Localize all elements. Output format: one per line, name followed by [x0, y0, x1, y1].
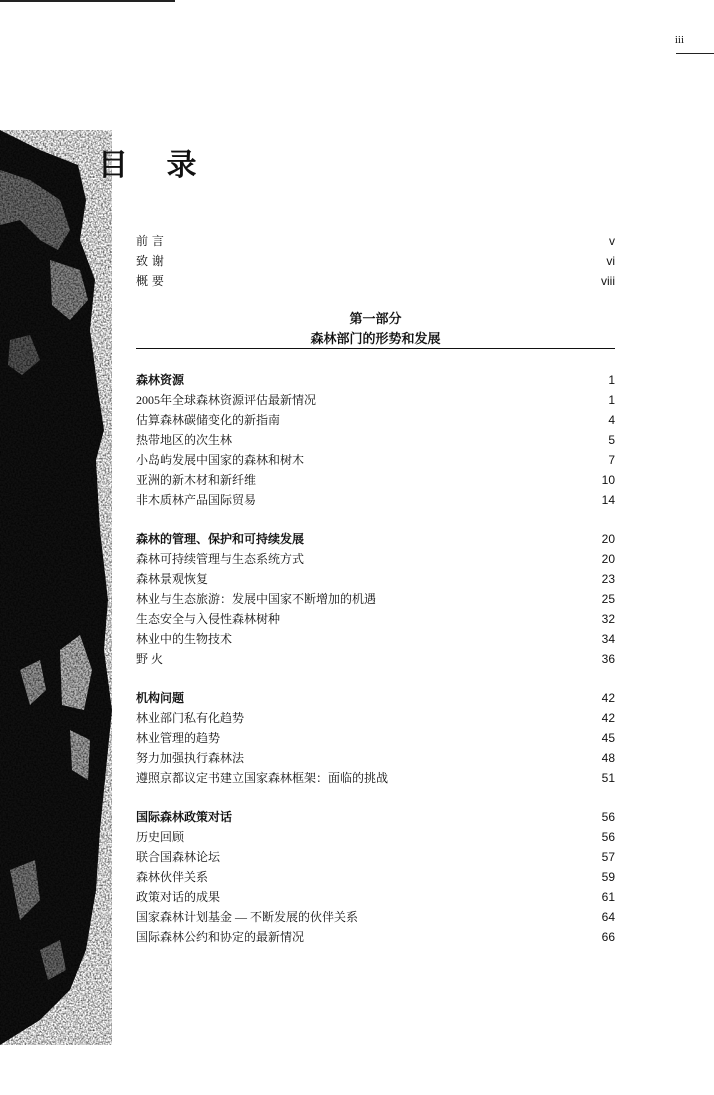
- toc-section-label: 森林的管理、保护和可持续发展: [136, 532, 305, 546]
- toc-entry-page: 25: [601, 592, 615, 606]
- toc-entry-page: 7: [608, 453, 615, 467]
- toc-entry-page: 64: [601, 910, 615, 924]
- toc-section-heading[interactable]: [136, 689, 615, 709]
- page-number: iii: [674, 34, 684, 46]
- toc-front-matter-row[interactable]: [136, 272, 615, 292]
- toc-entry-page: 51: [601, 771, 615, 785]
- toc-section-page: 20: [601, 532, 615, 546]
- toc-entry-label: 热带地区的次生林: [136, 433, 233, 447]
- toc-section-page: 1: [608, 373, 615, 387]
- toc-entry[interactable]: [136, 491, 615, 511]
- toc-entry-page: 45: [601, 731, 615, 745]
- toc-entry-page: 36: [601, 652, 615, 666]
- toc-entry[interactable]: [136, 769, 615, 789]
- toc-entry[interactable]: [136, 570, 615, 590]
- toc-entry-label: 国际森林公约和协定的最新情况: [136, 930, 305, 944]
- toc-entry[interactable]: [136, 848, 615, 868]
- toc-entry-label: 森林可持续管理与生态系统方式: [136, 552, 305, 566]
- toc-entry-page: 61: [601, 890, 615, 904]
- toc-entry-label: 概 要: [136, 274, 164, 288]
- toc-entry-page: 4: [608, 413, 615, 427]
- toc-section-heading[interactable]: [136, 371, 615, 391]
- toc-entry[interactable]: [136, 868, 615, 888]
- toc-entry-label: 林业管理的趋势: [136, 731, 221, 745]
- toc-entry-label: 非木质林产品国际贸易: [136, 493, 257, 507]
- toc-entry-label: 生态安全与入侵性森林树种: [136, 612, 281, 626]
- part-title: 森林部门的形势和发展: [310, 332, 441, 347]
- toc-entry[interactable]: [136, 471, 615, 491]
- toc-entry[interactable]: [136, 928, 615, 948]
- part-label: 第一部分: [349, 312, 402, 327]
- toc-section-heading[interactable]: [136, 808, 615, 828]
- toc-entry[interactable]: [136, 411, 615, 431]
- toc-entry-label: 森林景观恢复: [136, 572, 209, 586]
- toc-entry-page: 66: [601, 930, 615, 944]
- top-rule: [0, 0, 175, 2]
- toc-entry-page: 23: [601, 572, 615, 586]
- toc-entry-label: 小岛屿发展中国家的森林和树木: [136, 453, 305, 467]
- toc-entry-label: 森林伙伴关系: [136, 870, 209, 884]
- toc-entry[interactable]: [136, 630, 615, 650]
- toc-entry-label: 政策对话的成果: [136, 890, 221, 904]
- toc-front-matter-row[interactable]: [136, 252, 615, 272]
- toc-section-page: 56: [601, 810, 615, 824]
- toc-section-label: 森林资源: [136, 373, 185, 387]
- toc-entry-label: 估算森林碳储变化的新指南: [136, 413, 281, 427]
- toc-entry[interactable]: [136, 451, 615, 471]
- toc-entry-page: 14: [601, 493, 615, 507]
- toc-entry-page: 59: [601, 870, 615, 884]
- toc-entry[interactable]: [136, 590, 615, 610]
- toc-title: 目 录: [98, 148, 211, 183]
- toc-entry-label: 林业部门私有化趋势: [136, 711, 245, 725]
- toc-entry-page: 57: [601, 850, 615, 864]
- toc-entry-label: 野 火: [136, 652, 164, 666]
- part-divider: [136, 348, 615, 349]
- toc-entry[interactable]: [136, 908, 615, 928]
- toc-section-page: 42: [601, 691, 615, 705]
- toc-entry-page: 10: [601, 473, 615, 487]
- toc-section-heading[interactable]: [136, 530, 615, 550]
- toc-section-label: 机构问题: [136, 691, 185, 705]
- toc-entry-page: v: [609, 234, 615, 248]
- toc-entry-label: 历史回顾: [136, 830, 185, 844]
- toc-front-matter-row[interactable]: [136, 232, 615, 252]
- forest-photo-image: [0, 130, 112, 1045]
- toc-entry-page: 20: [601, 552, 615, 566]
- toc-entry[interactable]: [136, 749, 615, 769]
- toc-section-label: 国际森林政策对话: [136, 810, 233, 824]
- toc-entry-label: 亚洲的新木材和新纤维: [136, 473, 257, 487]
- toc-entry[interactable]: [136, 729, 615, 749]
- toc-entry[interactable]: [136, 828, 615, 848]
- toc-entry-label: 致 谢: [136, 254, 164, 268]
- toc-entry[interactable]: [136, 888, 615, 908]
- toc-entry-page: viii: [601, 274, 615, 288]
- toc-entry[interactable]: [136, 391, 615, 411]
- toc-entry-label: 林业中的生物技术: [136, 632, 233, 646]
- toc-entry-label: 前 言: [136, 234, 164, 248]
- toc-entry-page: 42: [601, 711, 615, 725]
- page-number-rule: [676, 53, 714, 54]
- toc-entry-label: 林业与生态旅游：发展中国家不断增加的机遇: [136, 592, 377, 606]
- toc-entry-label: 2005年全球森林资源评估最新情况: [136, 393, 317, 407]
- toc-entry[interactable]: [136, 650, 615, 670]
- toc-entry-label: 国家森林计划基金 — 不断发展的伙伴关系: [136, 910, 359, 924]
- toc-entry-page: 5: [608, 433, 615, 447]
- toc-entry-page: 1: [608, 393, 615, 407]
- toc-entry-page: 34: [601, 632, 615, 646]
- toc-entry-page: 48: [601, 751, 615, 765]
- toc-entry-label: 努力加强执行森林法: [136, 751, 245, 765]
- toc-entry[interactable]: [136, 550, 615, 570]
- toc-entry[interactable]: [136, 610, 615, 630]
- toc-entry-page: 56: [601, 830, 615, 844]
- toc-entry-page: 32: [601, 612, 615, 626]
- toc-entry-page: vi: [606, 254, 615, 268]
- toc-entry-label: 联合国森林论坛: [136, 850, 221, 864]
- toc-entry[interactable]: [136, 431, 615, 451]
- toc-entry[interactable]: [136, 709, 615, 729]
- toc-entry-label: 遵照京都议定书建立国家森林框架：面临的挑战: [136, 771, 389, 785]
